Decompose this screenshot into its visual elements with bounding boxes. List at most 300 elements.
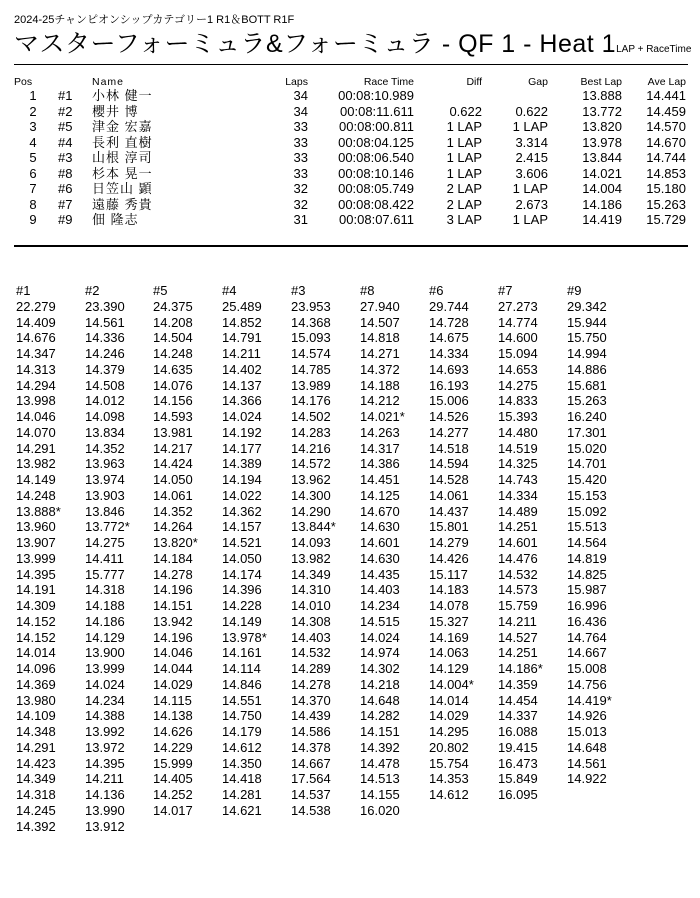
lap-column <box>567 283 637 787</box>
lap-time: 13.903 <box>85 487 125 503</box>
lap-time: 15.093 <box>291 330 331 346</box>
lap-time: 14.010 <box>291 598 331 613</box>
result-row <box>0 88 700 104</box>
col-ave-lap: Ave Lap <box>647 76 686 88</box>
result-car: #7 <box>58 196 73 212</box>
lap-time: 15.263 <box>567 393 607 409</box>
lap-time: 13.844* <box>291 519 336 535</box>
lap-time: 14.561 <box>85 314 125 330</box>
lap-time: 14.156 <box>153 393 193 409</box>
lap-time: 14.648 <box>567 739 607 755</box>
lap-time: 14.029 <box>153 676 193 692</box>
lap-time: 14.348 <box>16 724 56 739</box>
result-race-time: 00:08:05.749 <box>338 181 414 196</box>
lap-time: 15.513 <box>567 519 607 535</box>
lap-time: 23.953 <box>291 298 331 314</box>
lap-time: 14.309 <box>16 598 56 613</box>
lap-time: 15.092 <box>567 503 607 519</box>
lap-time: 14.211 <box>85 771 124 787</box>
lap-time: 14.149 <box>16 472 56 487</box>
lap-time: 14.743 <box>498 472 538 487</box>
lap-time: 14.612 <box>429 787 469 802</box>
result-best-lap: 14.021 <box>582 165 622 181</box>
lap-time: 13.907 <box>16 535 56 550</box>
lap-time: 14.248 <box>153 346 193 361</box>
lap-time: 14.192 <box>222 424 262 440</box>
lap-time: 13.834 <box>85 424 125 440</box>
lap-time: 14.676 <box>16 330 56 346</box>
lap-time: 14.024 <box>360 629 400 645</box>
lap-time: 14.114 <box>222 661 261 676</box>
lap-time: 14.174 <box>222 566 262 582</box>
result-pos: 8 <box>29 196 37 212</box>
result-race-time: 00:08:10.989 <box>338 88 414 103</box>
lap-column-header: #9 <box>567 283 582 298</box>
lap-time: 15.987 <box>567 582 607 598</box>
lap-column <box>429 283 499 803</box>
lap-time: 14.012 <box>85 393 125 409</box>
lap-time: 13.974 <box>85 472 125 487</box>
result-name: 杉本 晃一 <box>92 165 153 181</box>
lap-time: 14.004* <box>429 676 474 692</box>
result-ave-lap: 14.670 <box>646 134 686 150</box>
lap-time: 14.063 <box>429 645 469 661</box>
result-gap: 3.314 <box>515 134 548 150</box>
lap-time: 14.478 <box>360 755 400 771</box>
lap-column-header: #7 <box>498 283 513 298</box>
lap-time: 14.527 <box>498 629 538 645</box>
lap-time: 14.211 <box>498 613 537 629</box>
lap-time: 14.337 <box>498 708 538 724</box>
lap-time: 14.310 <box>291 582 331 598</box>
lap-time: 16.020 <box>360 802 400 818</box>
result-name: 遠藤 秀貴 <box>92 196 153 212</box>
result-laps: 33 <box>293 150 308 165</box>
lap-time: 14.648 <box>360 692 400 708</box>
lap-time: 14.290 <box>291 503 331 519</box>
lap-time: 14.184 <box>153 550 193 566</box>
result-ave-lap: 14.459 <box>646 103 686 119</box>
lap-time: 14.275 <box>498 377 538 393</box>
result-ave-lap: 14.744 <box>646 150 686 165</box>
lap-time: 14.370 <box>291 692 331 708</box>
lap-time: 13.999 <box>16 550 56 566</box>
lap-time: 14.369 <box>16 676 56 692</box>
lap-time: 13.963 <box>85 456 125 472</box>
lap-time: 14.349 <box>16 771 56 787</box>
lap-time: 14.212 <box>360 393 400 409</box>
lap-time: 14.621 <box>222 802 262 818</box>
result-diff: 2 LAP <box>446 196 482 212</box>
lap-time: 13.972 <box>85 739 125 755</box>
lap-time: 13.999 <box>85 661 125 676</box>
lap-column-header: #5 <box>153 283 168 298</box>
lap-time: 14.409 <box>16 314 56 330</box>
lap-time: 14.513 <box>360 771 400 787</box>
lap-time: 13.846 <box>85 503 125 519</box>
lap-time: 14.922 <box>567 771 607 787</box>
lap-time: 14.600 <box>498 330 538 346</box>
lap-time: 14.395 <box>85 755 125 771</box>
result-ave-lap: 15.180 <box>646 181 686 196</box>
lap-time: 14.050 <box>153 472 193 487</box>
lap-time: 14.402 <box>222 361 262 377</box>
result-race-time: 00:08:04.125 <box>338 134 414 150</box>
lap-time: 14.096 <box>16 661 56 676</box>
lap-time: 15.393 <box>498 409 538 424</box>
lap-time: 16.996 <box>567 598 607 613</box>
lap-time: 27.940 <box>360 298 400 314</box>
result-pos: 2 <box>29 103 37 119</box>
result-laps: 32 <box>293 181 308 196</box>
lap-time: 14.819 <box>567 550 607 566</box>
lap-time: 13.990 <box>85 802 125 818</box>
result-pos: 9 <box>29 212 37 227</box>
lap-time: 14.538 <box>291 802 331 818</box>
lap-time: 24.375 <box>153 298 193 314</box>
lap-time: 13.942 <box>153 613 193 629</box>
lap-time: 14.426 <box>429 550 469 566</box>
lap-time: 14.537 <box>291 787 331 802</box>
lap-time: 14.526 <box>429 409 469 424</box>
lap-time: 14.418 <box>222 771 262 787</box>
result-name: 小林 健一 <box>92 88 153 103</box>
lap-time: 14.515 <box>360 613 400 629</box>
lap-time: 14.667 <box>291 755 331 771</box>
lap-time: 14.014 <box>16 645 56 661</box>
lap-time: 14.136 <box>85 787 125 802</box>
result-diff: 1 LAP <box>446 134 482 150</box>
lap-time: 15.094 <box>498 346 538 361</box>
lap-time: 13.998 <box>16 393 56 409</box>
lap-column-header: #6 <box>429 283 444 298</box>
result-race-time: 00:08:10.146 <box>338 165 414 181</box>
lap-time: 14.245 <box>16 802 56 818</box>
lap-time: 14.093 <box>291 535 331 550</box>
lap-time: 14.630 <box>360 550 400 566</box>
lap-time: 14.785 <box>291 361 331 377</box>
lap-time: 14.138 <box>153 708 193 724</box>
lap-time: 14.218 <box>360 676 400 692</box>
lap-time: 14.693 <box>429 361 469 377</box>
lap-time: 14.508 <box>85 377 125 393</box>
lap-time: 14.818 <box>360 330 400 346</box>
lap-time: 16.088 <box>498 724 538 739</box>
lap-time: 14.764 <box>567 629 607 645</box>
result-ave-lap: 14.570 <box>646 119 686 134</box>
lap-time: 14.886 <box>567 361 607 377</box>
lap-time: 14.277 <box>429 424 469 440</box>
result-car: #1 <box>58 88 73 103</box>
result-row <box>0 119 700 135</box>
lap-time: 14.014 <box>429 692 469 708</box>
result-row <box>0 104 700 120</box>
result-best-lap: 13.820 <box>582 119 622 134</box>
lap-time: 14.352 <box>85 440 125 456</box>
lap-time: 13.989 <box>291 377 331 393</box>
lap-time: 14.169 <box>429 629 469 645</box>
lap-time: 13.820* <box>153 535 198 550</box>
lap-time: 14.024 <box>222 409 262 424</box>
lap-time: 14.403 <box>291 629 331 645</box>
lap-time: 14.551 <box>222 692 262 708</box>
result-pos: 7 <box>29 181 37 196</box>
lap-time: 14.756 <box>567 676 607 692</box>
lap-time: 13.772* <box>85 519 130 535</box>
lap-time: 14.728 <box>429 314 469 330</box>
col-laps: Laps <box>285 76 308 88</box>
lap-time: 16.436 <box>567 613 607 629</box>
lap-time: 15.944 <box>567 314 607 330</box>
lap-time: 14.419* <box>567 692 612 708</box>
lap-time: 14.670 <box>360 503 400 519</box>
lap-time: 14.283 <box>291 424 331 440</box>
lap-time: 14.024 <box>85 676 125 692</box>
result-row <box>0 150 700 166</box>
lap-time: 14.152 <box>16 629 56 645</box>
lap-time: 14.573 <box>498 582 538 598</box>
lap-time: 14.564 <box>567 535 607 550</box>
lap-time: 14.347 <box>16 346 56 361</box>
lap-column-header: #1 <box>16 283 31 298</box>
lap-column <box>85 283 155 834</box>
lap-time: 14.437 <box>429 503 469 519</box>
result-car: #3 <box>58 150 73 165</box>
lap-time: 15.420 <box>567 472 607 487</box>
lap-time: 14.601 <box>360 535 400 550</box>
lap-time: 14.109 <box>16 708 56 724</box>
lap-time: 14.480 <box>498 424 538 440</box>
lap-column-header: #4 <box>222 283 237 298</box>
lap-time: 15.020 <box>567 440 607 456</box>
lap-time: 15.754 <box>429 755 469 771</box>
lap-time: 22.279 <box>16 298 56 314</box>
lap-time: 14.271 <box>360 346 400 361</box>
lap-time: 14.368 <box>291 314 331 330</box>
lap-time: 17.564 <box>291 771 331 787</box>
result-row <box>0 181 700 197</box>
lap-time: 14.294 <box>16 377 56 393</box>
lap-time: 14.504 <box>153 330 193 346</box>
lap-time: 13.982 <box>291 550 331 566</box>
lap-time: 14.594 <box>429 456 469 472</box>
lap-time: 15.117 <box>429 566 468 582</box>
lap-time: 16.193 <box>429 377 469 393</box>
result-best-lap: 13.888 <box>582 88 622 103</box>
lap-time: 14.300 <box>291 487 331 503</box>
results-rule <box>14 245 688 247</box>
lap-time: 14.774 <box>498 314 538 330</box>
result-car: #4 <box>58 134 73 150</box>
result-diff: 1 LAP <box>446 165 482 181</box>
lap-time: 14.593 <box>153 409 193 424</box>
lap-time: 13.888* <box>16 503 61 519</box>
lap-time: 14.846 <box>222 676 262 692</box>
lap-time: 14.152 <box>16 613 56 629</box>
lap-time: 23.390 <box>85 298 125 314</box>
lap-time: 19.415 <box>498 739 538 755</box>
result-best-lap: 14.186 <box>582 196 622 212</box>
lap-time: 14.451 <box>360 472 400 487</box>
col-best-lap: Best Lap <box>580 76 622 88</box>
lap-time: 13.912 <box>85 818 125 834</box>
col-race-time: Race Time <box>363 76 414 88</box>
lap-time: 14.489 <box>498 503 538 519</box>
result-race-time: 00:08:11.611 <box>340 103 414 119</box>
lap-time: 14.518 <box>429 440 469 456</box>
lap-time: 14.061 <box>429 487 469 503</box>
lap-column <box>16 283 86 834</box>
lap-time: 14.229 <box>153 739 193 755</box>
result-row <box>0 197 700 213</box>
lap-time: 14.574 <box>291 346 331 361</box>
lap-time: 14.612 <box>222 739 262 755</box>
result-laps: 33 <box>293 134 308 150</box>
lap-time: 14.791 <box>222 330 262 346</box>
lap-time: 14.852 <box>222 314 262 330</box>
lap-time: 13.982 <box>16 456 56 472</box>
result-race-time: 00:08:06.540 <box>338 150 414 165</box>
lap-time: 13.992 <box>85 724 125 739</box>
col-pos: Pos <box>14 76 33 88</box>
lap-time: 14.021* <box>360 409 405 424</box>
page-title: マスターフォーミュラ&フォーミュラ - QF 1 - Heat 1 <box>14 30 617 58</box>
lap-time: 14.179 <box>222 724 262 739</box>
lap-time: 14.424 <box>153 456 193 472</box>
lap-time: 14.507 <box>360 314 400 330</box>
lap-column-header: #8 <box>360 283 375 298</box>
lap-time: 14.125 <box>360 487 400 503</box>
lap-time: 14.188 <box>360 377 400 393</box>
lap-time: 14.157 <box>222 519 262 535</box>
result-ave-lap: 14.853 <box>646 165 686 181</box>
lap-time: 14.366 <box>222 393 262 409</box>
result-name: 山根 淳司 <box>92 150 153 165</box>
result-car: #6 <box>58 181 73 196</box>
lap-time: 14.115 <box>153 692 192 708</box>
lap-time: 14.161 <box>222 645 262 661</box>
lap-time: 14.129 <box>85 629 125 645</box>
result-gap: 1 LAP <box>512 181 548 196</box>
lap-time: 14.291 <box>16 440 56 456</box>
result-laps: 31 <box>293 212 308 227</box>
lap-time: 25.489 <box>222 298 262 314</box>
lap-time: 14.076 <box>153 377 193 393</box>
lap-time: 15.681 <box>567 377 607 393</box>
result-car: #5 <box>58 119 73 134</box>
lap-column <box>360 283 430 819</box>
lap-time: 15.777 <box>85 566 125 582</box>
result-best-lap: 14.004 <box>582 181 622 196</box>
lap-time: 14.070 <box>16 424 56 440</box>
lap-time: 29.744 <box>429 298 469 314</box>
lap-time: 15.013 <box>567 724 607 739</box>
result-best-lap: 13.844 <box>582 150 622 165</box>
result-gap: 2.415 <box>515 150 548 165</box>
lap-time: 15.006 <box>429 393 469 409</box>
lap-time: 16.240 <box>567 409 607 424</box>
lap-time: 14.248 <box>16 487 56 503</box>
lap-time: 14.289 <box>291 661 331 676</box>
result-diff: 1 LAP <box>446 150 482 165</box>
lap-column <box>153 283 223 819</box>
lap-time: 14.278 <box>153 566 193 582</box>
result-race-time: 00:08:07.611 <box>339 212 414 227</box>
lap-time: 14.186 <box>85 613 125 629</box>
result-race-time: 00:08:08.422 <box>338 196 414 212</box>
lap-time: 14.046 <box>153 645 193 661</box>
lap-time: 14.521 <box>222 535 262 550</box>
lap-time: 14.098 <box>85 409 125 424</box>
lap-time: 14.675 <box>429 330 469 346</box>
result-gap: 2.673 <box>515 196 548 212</box>
lap-time: 14.378 <box>291 739 331 755</box>
result-diff: 3 LAP <box>446 212 482 227</box>
lap-time: 15.849 <box>498 771 538 787</box>
lap-time: 14.352 <box>153 503 193 519</box>
lap-time: 14.061 <box>153 487 193 503</box>
result-name: 津金 宏嘉 <box>92 119 153 134</box>
lap-time: 14.405 <box>153 771 193 787</box>
lap-time: 14.234 <box>85 692 125 708</box>
lap-time: 14.194 <box>222 472 262 487</box>
lap-time: 14.601 <box>498 535 538 550</box>
lap-time: 14.750 <box>222 708 262 724</box>
result-pos: 5 <box>29 150 37 165</box>
lap-time: 14.388 <box>85 708 125 724</box>
lap-column-header: #2 <box>85 283 100 298</box>
lap-time: 14.183 <box>429 582 469 598</box>
lap-time: 14.155 <box>360 787 400 802</box>
lap-time: 14.392 <box>16 818 56 834</box>
result-pos: 4 <box>29 134 37 150</box>
lap-time: 15.008 <box>567 661 607 676</box>
header-rule <box>14 64 688 65</box>
lap-time: 15.153 <box>567 487 607 503</box>
lap-time: 14.317 <box>360 440 400 456</box>
lap-time: 14.379 <box>85 361 125 377</box>
lap-time: 14.372 <box>360 361 400 377</box>
lap-time: 14.264 <box>153 519 193 535</box>
lap-time: 13.962 <box>291 472 331 487</box>
lap-column-header: #3 <box>291 283 306 298</box>
lap-time: 14.353 <box>429 771 469 787</box>
lap-time: 15.750 <box>567 330 607 346</box>
result-best-lap: 13.978 <box>582 134 622 150</box>
result-ave-lap: 14.441 <box>646 88 686 103</box>
lap-time: 14.519 <box>498 440 538 456</box>
result-name: 櫻井 博 <box>92 103 139 119</box>
lap-time: 13.978* <box>222 629 267 645</box>
lap-time: 14.349 <box>291 566 331 582</box>
result-race-time: 00:08:00.811 <box>339 119 414 134</box>
lap-column <box>498 283 568 803</box>
result-gap: 1 LAP <box>512 119 548 134</box>
lap-column <box>222 283 292 819</box>
lap-time: 14.532 <box>291 645 331 661</box>
lap-time: 14.022 <box>222 487 262 503</box>
lap-time: 14.216 <box>291 440 331 456</box>
lap-time: 13.980 <box>16 692 56 708</box>
lap-time: 14.454 <box>498 692 538 708</box>
result-row <box>0 135 700 151</box>
lap-time: 14.279 <box>429 535 469 550</box>
result-ave-lap: 15.729 <box>646 212 686 227</box>
lap-time: 20.802 <box>429 739 469 755</box>
result-car: #9 <box>58 212 73 227</box>
lap-time: 14.630 <box>360 519 400 535</box>
lap-time: 14.228 <box>222 598 262 613</box>
